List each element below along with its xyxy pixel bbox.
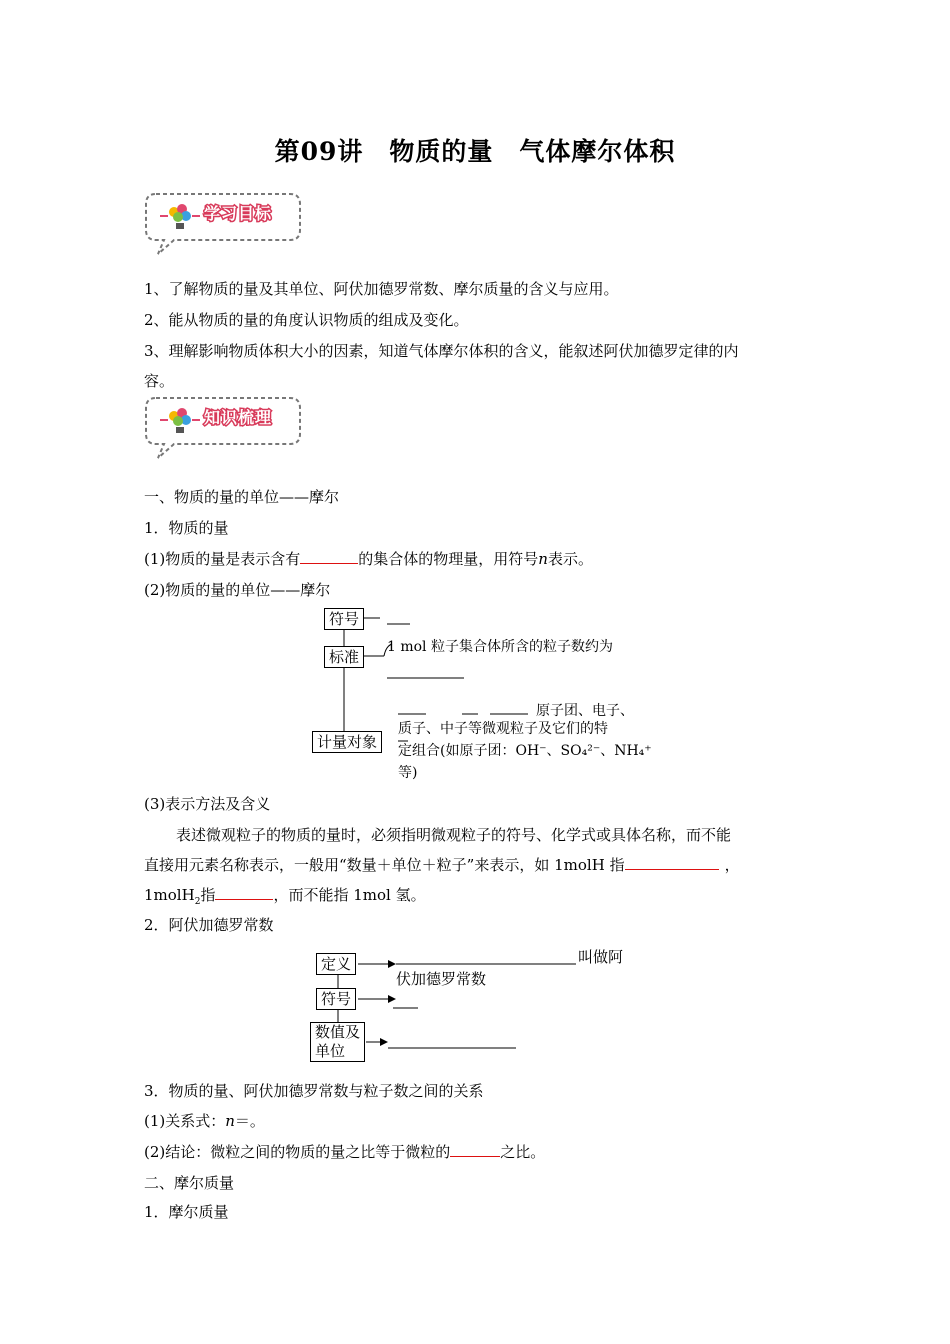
subsection-heading: 1．摩尔质量 — [144, 1203, 229, 1221]
lightbulb-icon — [158, 200, 202, 234]
goals-badge-label: 学习目标 — [204, 204, 273, 223]
fill-blank[interactable] — [215, 885, 273, 900]
paragraph: (3)表示方法及含义 — [144, 795, 271, 813]
goal-item: 容。 — [144, 372, 175, 390]
paragraph — [144, 548, 593, 569]
box-line: 数值及 — [315, 1023, 361, 1041]
text: (1)物质的量是表示含有 — [144, 550, 301, 568]
fill-blank[interactable] — [450, 1142, 500, 1157]
text: ， — [724, 856, 740, 874]
box-line: 单位 — [315, 1042, 346, 1060]
text: ＝。 — [234, 1112, 265, 1130]
paragraph — [144, 854, 740, 875]
diagram-box-object: 计量对象 — [312, 731, 382, 753]
paragraph — [144, 1110, 265, 1131]
symbol: n — [538, 550, 548, 568]
diagram-box-value — [310, 1022, 365, 1062]
symbol: n — [225, 1112, 235, 1130]
text: 直接用元素名称表示，一般用“数量＋单位＋粒子”来表示，如 1molH 指 — [144, 856, 625, 874]
object-text-line: 等) — [398, 765, 418, 781]
page-title: 第09讲 物质的量 气体摩尔体积 — [274, 137, 676, 166]
paragraph: 表述微观粒子的物质的量时，必须指明微观粒子的符号、化学式或具体名称，而不能 — [176, 826, 732, 844]
paragraph — [144, 1141, 545, 1162]
diagram-box-symbol: 符号 — [316, 988, 356, 1010]
text: 1molH — [144, 886, 195, 904]
text: 指 — [200, 886, 216, 904]
section-heading: 二、摩尔质量 — [144, 1174, 235, 1192]
knowledge-badge — [144, 396, 304, 466]
avogadro-diagram — [300, 944, 660, 1068]
subsection-heading: 2．阿伏加德罗常数 — [144, 916, 274, 934]
definition-text: 叫做阿 — [578, 948, 624, 966]
lightbulb-icon — [158, 404, 202, 438]
fill-blank[interactable] — [625, 855, 719, 870]
text: (1)关系式： — [144, 1112, 226, 1130]
diagram-box-definition: 定义 — [316, 953, 356, 975]
goal-item: 1、了解物质的量及其单位、阿伏加德罗常数、摩尔质量的含义与应用。 — [144, 280, 619, 298]
text: 之比。 — [500, 1143, 546, 1161]
text: 的集合体的物理量，用符号 — [358, 550, 539, 568]
object-text: 原子团、电子、 — [536, 703, 634, 719]
diagram-box-symbol: 符号 — [324, 608, 364, 630]
standard-text: 1 mol 粒子集合体所含的粒子数约为 — [387, 639, 613, 655]
text: (2)结论：微粒之间的物质的量之比等于微粒的 — [144, 1143, 451, 1161]
subsection-heading: 3．物质的量、阿伏加德罗常数与粒子数之间的关系 — [144, 1082, 484, 1100]
object-text-line: 质子、中子等微观粒子及它们的特 — [398, 721, 608, 737]
definition-text: 伏加德罗常数 — [396, 970, 487, 988]
object-text-line: 定组合(如原子团：OH⁻、SO₄²⁻、NH₄⁺ — [398, 743, 652, 759]
paragraph: (2)物质的量的单位——摩尔 — [144, 581, 331, 599]
paragraph — [144, 884, 426, 907]
text: ，而不能指 1mol 氢。 — [273, 886, 426, 904]
subsection-heading: 1．物质的量 — [144, 519, 229, 537]
section-heading: 一、物质的量的单位——摩尔 — [144, 488, 340, 506]
knowledge-badge-label: 知识梳理 — [204, 408, 273, 427]
text: 表示。 — [547, 550, 593, 568]
goal-item: 2、能从物质的量的角度认识物质的组成及变化。 — [144, 311, 469, 329]
subscript: 2 — [194, 897, 201, 907]
goal-item: 3、理解影响物质体积大小的因素，知道气体摩尔体积的含义，能叙述阿伏加德罗定律的内 — [144, 342, 739, 360]
mole-unit-diagram — [300, 604, 660, 784]
fill-blank[interactable] — [300, 549, 358, 564]
goals-badge — [144, 192, 304, 262]
object-text — [398, 718, 652, 784]
diagram-box-standard: 标准 — [324, 646, 364, 668]
